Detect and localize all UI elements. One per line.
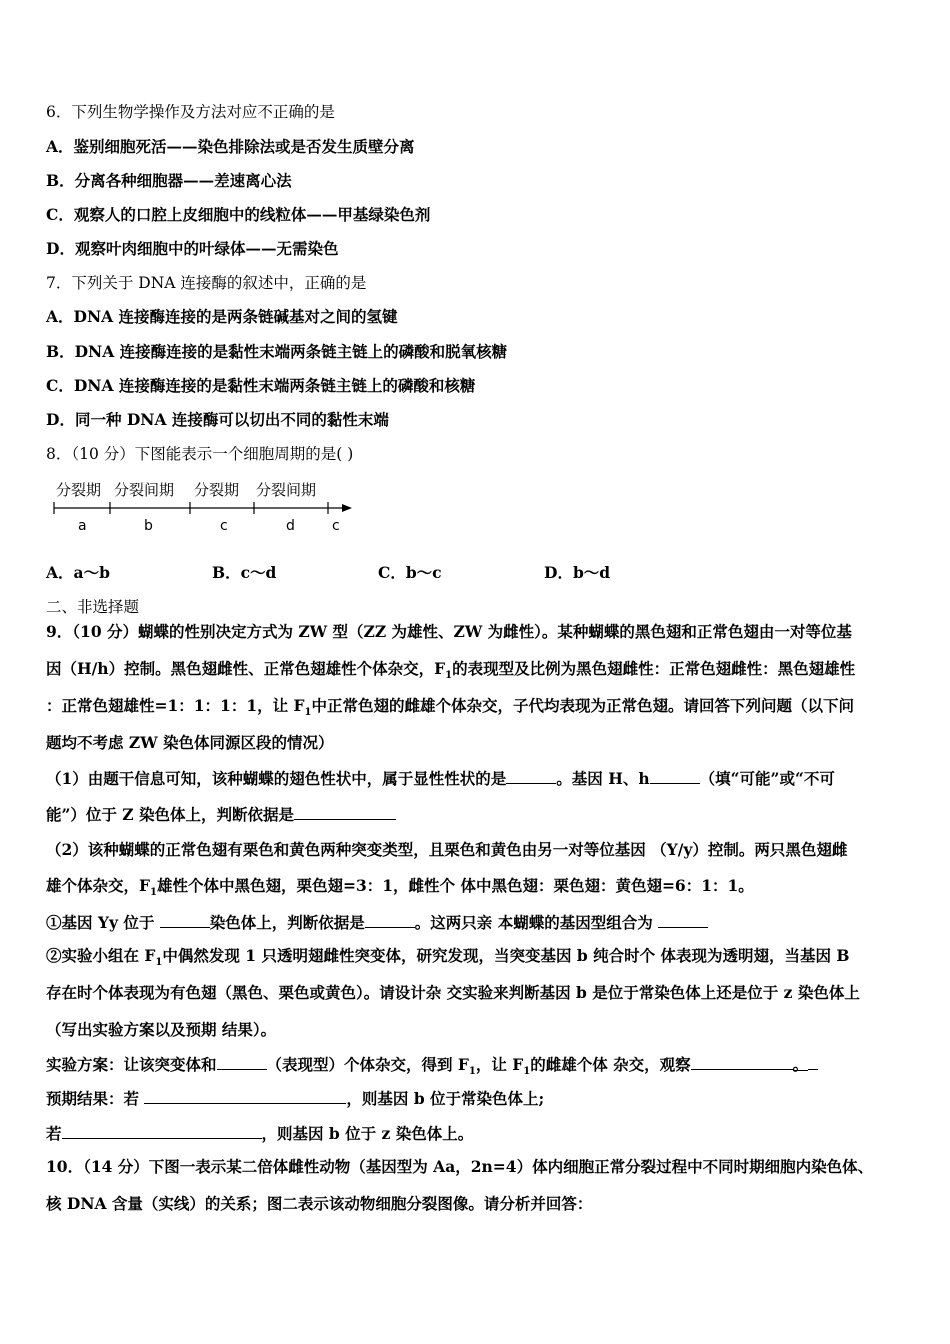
q7-option-b: B．DNA 连接酶连接的是黏性末端两条链主链上的磷酸和脱氧核糖: [46, 342, 508, 361]
q6-option-a: A．鉴别细胞死活——染色排除法或是否发生质壁分离: [46, 137, 415, 156]
answer-blank: [365, 912, 415, 928]
timeline-arrow-icon: [342, 504, 352, 512]
q9-result-1: 预期结果：若 ，则基因 b 位于常染色体上;: [46, 1089, 545, 1108]
q9-plan: 实验方案：让该突变体和 （表现型）个体杂交，得到 $F_1$，让 $F_1$的雌雄个体 杂交，观察 。: [46, 1054, 818, 1082]
diagram-top-label: 分裂间期: [114, 481, 175, 499]
q10-line-2: 核 DNA 含量（实线）的关系；图二表示该动物细胞分裂图像。请分析并回答：: [46, 1194, 593, 1213]
q6-option-c: C．观察人的口腔上皮细胞中的线粒体——甲基绿染色剂: [46, 205, 431, 224]
diagram-top-label: 分裂期: [56, 481, 102, 499]
q7-stem: 7．下列关于 DNA 连接酶的叙述中，正确的是: [46, 274, 367, 292]
q9-sub2-line-2: 存在时个体表现为有色翅（黑色、栗色或黄色）。请设计杂 交实验来判断基因 b 是位于常染色体上还是位于 z 染色体上: [46, 983, 860, 1002]
q7-option-a: A．DNA 连接酶连接的是两条链碱基对之间的氢键: [46, 307, 398, 326]
diagram-bottom-label: c: [332, 518, 340, 534]
diagram-top-label: 分裂间期: [256, 481, 317, 499]
cell-cycle-diagram: [48, 478, 368, 544]
answer-blank: [62, 1123, 262, 1139]
diagram-top-label: 分裂期: [194, 481, 240, 499]
answer-blank: [650, 768, 700, 784]
q9-result-2: 若 ，则基因 b 位于 z 染色体上。: [46, 1124, 474, 1143]
answer-blank: [160, 912, 210, 928]
diagram-bottom-label: b: [144, 518, 153, 534]
q6-option-d: D．观察叶肉细胞中的叶绿体——无需染色: [46, 239, 339, 258]
answer-blank: [506, 768, 556, 784]
q9-part2-line-2: 雄个体杂交，$F_1$雄性个体中黑色翅，栗色翅=3：1，雌性个 体中黑色翅：栗色翅：黄色翅=6：1：1。: [46, 876, 754, 899]
q10-line-1: 10．（14 分）下图一表示某二倍体雌性动物（基因型为 Aa，2n=4）体内细胞正常分裂过程中不同时期细胞内染色体、: [46, 1157, 874, 1176]
q9-line-2: 因（H/h）控制。黑色翅雌性、正常色翅雄性个体杂交，$F_1$的表现型及比例为黑色翅雌性：正常色翅雌性：黑色翅雄性: [46, 659, 856, 682]
q8-option-d: D．b～d: [544, 563, 611, 582]
q8-option-c: C．b～c: [378, 563, 442, 582]
section-heading: 二、非选择题: [46, 598, 140, 616]
q8-option-b: B．c～d: [212, 563, 277, 582]
answer-blank: [144, 1088, 346, 1104]
q7-option-d: D．同一种 DNA 连接酶可以切出不同的黏性末端: [46, 410, 389, 429]
q6-option-b: B．分离各种细胞器——差速离心法: [46, 171, 292, 190]
answer-blank: [658, 912, 708, 928]
answer-blank: [217, 1054, 267, 1070]
q9-line-4: 题均不考虑 ZW 染色体同源区段的情况）: [46, 733, 334, 752]
q9-sub1: ①基因 Yy 位于 染色体上，判断依据是 。这两只亲 本蝴蝶的基因型组合为: [46, 912, 708, 933]
q9-part1-line-2: 能”）位于 Z 染色体上，判断依据是: [46, 804, 396, 825]
answer-blank: [294, 804, 396, 820]
q6-stem: 6．下列生物学操作及方法对应不正确的是: [46, 103, 335, 121]
q9-line-3: ：正常色翅雄性=1：1：1：1，让 $F_1$中正常色翅的雌雄个体杂交，子代均表现为正常色翅。请回答下列问题（以下问: [46, 696, 855, 719]
diagram-bottom-label: d: [286, 518, 295, 534]
q9-sub2-line-3: （写出实验方案以及预期 结果）。: [46, 1020, 277, 1039]
q9-part1-line-1: （1）由题干信息可知，该种蝴蝶的翅色性状中，属于显性性状的是 。基因 H、h （填“可能”或“不可: [46, 769, 835, 788]
diagram-bottom-label: c: [220, 518, 228, 534]
q9-part2-line-1: （2）该种蝴蝶的正常色翅有栗色和黄色两种突变类型，且栗色和黄色由另一对等位基因 （Y/y）控制。两只黑色翅雌: [46, 840, 848, 859]
q7-option-c: C．DNA 连接酶连接的是黏性末端两条链主链上的磷酸和核糖: [46, 376, 476, 395]
q9-line-1: 9．（10 分）蝴蝶的性别决定方式为 ZW 型（ZZ 为雄性、ZW 为雌性）。某种蝴蝶的黑色翅和正常色翅由一对等位基: [46, 622, 852, 641]
q8-option-a: A．a～b: [46, 563, 110, 582]
q9-sub2-line-1: ②实验小组在 $F_1$中偶然发现 1 只透明翅雌性突变体，研究发现，当突变基因 b 纯合时个 体表现为透明翅，当基因 B: [46, 946, 850, 969]
q8-options: [46, 563, 610, 583]
answer-blank: [691, 1054, 793, 1070]
diagram-bottom-label: a: [78, 518, 87, 534]
q8-stem: 8．（10 分）下图能表示一个细胞周期的是( ): [46, 445, 354, 463]
